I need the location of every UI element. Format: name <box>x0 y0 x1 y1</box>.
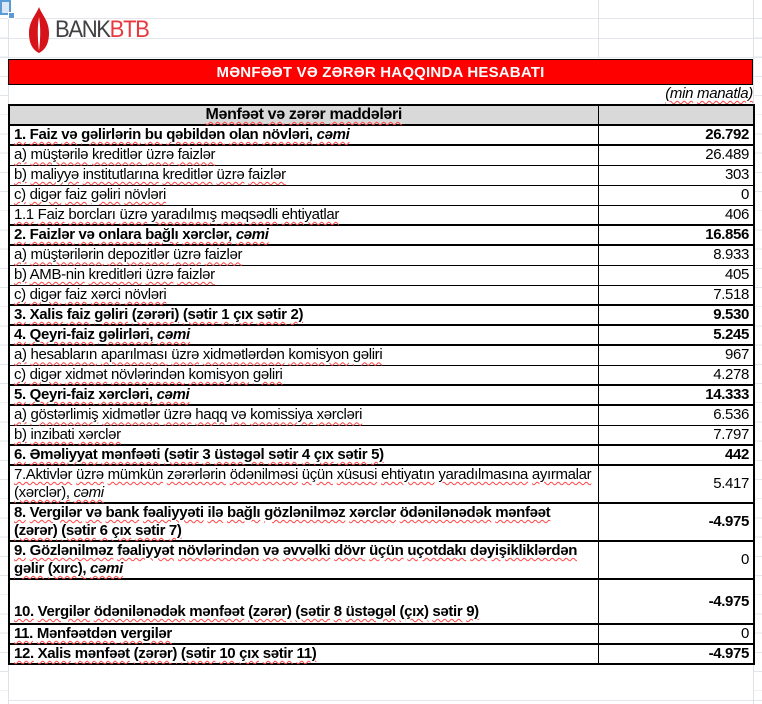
table-row <box>9 405 754 425</box>
row-value-cell[interactable]: 442 <box>598 445 754 465</box>
row-label: 7.Aktivlər üzrə mümkün zərərlərin ödənilməsi üçün xüsusi ehtiyatın yaradılmasına ayırmalar (xərclər), <box>14 466 592 501</box>
row-value-cell[interactable]: 0 <box>598 541 754 579</box>
row-value-cell[interactable]: 405 <box>598 265 754 285</box>
row-label-cell[interactable] <box>9 225 598 245</box>
row-label: 1. Faiz və gəlirlərin bu qəbildən olan növləri, <box>14 126 313 143</box>
gridline-right-strip <box>754 0 762 704</box>
row-label: b) AMB-nin kreditləri üzrə faizlər <box>14 266 215 283</box>
items-column-header[interactable]: Mənfəət və zərər maddələri <box>9 105 598 125</box>
row-value-cell[interactable]: 406 <box>598 205 754 225</box>
table-row <box>9 325 754 345</box>
table-row <box>9 145 754 165</box>
table-header-row <box>9 105 754 125</box>
row-label: a) göstərlimiş xidmətlər üzrə haqq və komissiya xərcləri <box>14 406 363 424</box>
logo-text-btb: BTB <box>109 16 149 43</box>
profit-loss-table <box>8 104 755 665</box>
unit-note[interactable]: (min manatla) <box>665 85 753 102</box>
row-value-cell[interactable]: 8.933 <box>598 245 754 265</box>
logo-wordmark <box>55 16 148 44</box>
row-value-cell[interactable]: 303 <box>598 165 754 185</box>
row-label: c) digər xidmət növlərindən komisyon gəliri <box>14 365 283 383</box>
row-label-cell[interactable] <box>9 325 598 345</box>
fill-handle[interactable] <box>8 12 15 19</box>
table-row <box>9 624 754 644</box>
table-row <box>9 265 754 285</box>
report-title-banner[interactable] <box>8 59 753 85</box>
row-label: a) hesabların aparılması üzrə xidmətlərdən komisyon gəliri <box>14 346 383 364</box>
table-row <box>9 365 754 385</box>
value-column-header[interactable] <box>598 105 754 125</box>
row-value-cell[interactable]: 0 <box>598 185 754 205</box>
row-value-cell[interactable]: 14.333 <box>598 385 754 405</box>
report-title: MƏNFƏƏT VƏ ZƏRƏR HAQQINDA HESABATI <box>216 63 545 81</box>
row-label-cell[interactable] <box>9 125 598 145</box>
row-label: 2. Faizlər və onlara bağlı xərclər, <box>14 226 232 243</box>
gridline-horizontal <box>0 57 762 58</box>
row-label-cell[interactable] <box>9 541 598 579</box>
row-label: a) müştərilə kreditlər üzrə faizlər <box>14 146 216 164</box>
row-label-cell[interactable] <box>9 345 598 365</box>
row-label-cell[interactable] <box>9 385 598 405</box>
row-label-cell[interactable] <box>9 405 598 425</box>
row-label-cell[interactable] <box>9 305 598 325</box>
table-row <box>9 503 754 541</box>
row-value-cell[interactable]: -4.975 <box>598 644 754 664</box>
table-row <box>9 345 754 365</box>
row-label-italic: cəmi <box>90 560 123 577</box>
row-label: 1.1 Faiz borcları üzrə yaradılmış məqsədli ehtiyatlar <box>14 205 340 223</box>
table-row <box>9 541 754 579</box>
row-value-cell[interactable]: 9.530 <box>598 305 754 325</box>
row-label-italic: cəmi <box>73 484 104 501</box>
table-row <box>9 225 754 245</box>
row-label-cell[interactable] <box>9 165 598 185</box>
row-value-cell[interactable]: 0 <box>598 624 754 644</box>
row-value-cell[interactable]: 26.792 <box>598 125 754 145</box>
row-label-cell[interactable] <box>9 465 598 503</box>
table-row <box>9 245 754 265</box>
table-row <box>9 305 754 325</box>
row-value-cell[interactable]: 4.278 <box>598 365 754 385</box>
row-value-cell[interactable]: -4.975 <box>598 503 754 541</box>
row-label: 3. Xalis faiz gəliri (zərəri) (sətir 1 çıx sətir 2) <box>14 306 304 323</box>
gridline-vertical <box>598 0 599 58</box>
table-row <box>9 125 754 145</box>
row-label-cell[interactable] <box>9 245 598 265</box>
row-label-cell[interactable] <box>9 365 598 385</box>
row-label-cell[interactable] <box>9 205 598 225</box>
row-label: c) digər faiz xərci növləri <box>14 285 167 303</box>
row-label: 4. Qeyri-faiz gəlirləri, <box>14 326 154 343</box>
row-label-cell[interactable] <box>9 503 598 541</box>
row-label-cell[interactable] <box>9 579 598 624</box>
row-label-cell[interactable] <box>9 145 598 165</box>
table-row <box>9 579 754 624</box>
row-label: 8. Vergilər və bank fəaliyyəti ilə bağlı gözlənilməz xərclər ödənilənədək mənfəət (zərər) (sətir 6 çıx sətir 7) <box>14 504 551 539</box>
table-row <box>9 385 754 405</box>
gridline-horizontal <box>8 700 762 701</box>
row-label: 9. Gözlənilməz fəaliyyət növlərindən və əvvəlki dövr üçün uçotdakı dəyişikliklərdən gəlir (xırc), <box>14 542 578 577</box>
row-value-cell[interactable]: 5.417 <box>598 465 754 503</box>
table-row <box>9 185 754 205</box>
pl-table-body <box>9 125 754 664</box>
row-label-cell[interactable] <box>9 185 598 205</box>
row-label: a) müştərilərin depozitlər üzrə faizlər <box>14 246 243 264</box>
row-value-cell[interactable]: 26.489 <box>598 145 754 165</box>
row-value-cell[interactable]: 967 <box>598 345 754 365</box>
row-label: b) inzibati xərclər <box>14 425 121 443</box>
row-label: 11. Mənfəətdən vergilər <box>14 625 172 642</box>
table-row <box>9 644 754 664</box>
row-label: 6. Əməliyyat mənfəəti (sətir 3 üstəgəl sətir 4 çıx sətir 5) <box>14 446 384 463</box>
row-label-italic: cəmi <box>235 226 269 243</box>
row-label-cell[interactable] <box>9 425 598 445</box>
row-label-italic: cəmi <box>157 326 190 343</box>
row-value-cell[interactable]: 16.856 <box>598 225 754 245</box>
row-value-cell[interactable]: 6.536 <box>598 405 754 425</box>
row-label-cell[interactable] <box>9 265 598 285</box>
row-label-cell[interactable] <box>9 624 598 644</box>
row-label: 10. Vergilər ödənilənədək mənfəət (zərər) (sətir 8 üstəgəl (çıx) sətir 9) <box>14 603 479 620</box>
row-value-cell[interactable]: -4.975 <box>598 579 754 624</box>
row-value-cell[interactable]: 5.245 <box>598 325 754 345</box>
row-label: c) digər faiz gəliri növləri <box>14 186 166 203</box>
row-label-cell[interactable] <box>9 644 598 664</box>
row-label: 5. Qeyri-faiz xərcləri, <box>14 386 153 403</box>
row-label-cell[interactable] <box>9 285 598 305</box>
table-row <box>9 445 754 465</box>
row-label: b) maliyyə institutlarına kreditlər üzrə faizlər <box>14 166 286 183</box>
table-row <box>9 425 754 445</box>
row-label-italic: cəmi <box>316 126 350 143</box>
table-row <box>9 205 754 225</box>
row-value-cell[interactable]: 7.518 <box>598 285 754 305</box>
row-label-italic: cəmi <box>156 386 190 403</box>
gridline-left-strip <box>0 0 8 704</box>
table-row <box>9 465 754 503</box>
btb-flame-icon <box>28 7 50 53</box>
logo-text-bank: BANK <box>55 16 110 43</box>
table-row <box>9 165 754 185</box>
bank-btb-logo <box>28 6 157 54</box>
row-label: 12. Xalis mənfəət (zərər) (sətir 10 çıx sətir 11) <box>14 645 317 662</box>
row-label-cell[interactable] <box>9 445 598 465</box>
table-row <box>9 285 754 305</box>
row-value-cell[interactable]: 7.797 <box>598 425 754 445</box>
